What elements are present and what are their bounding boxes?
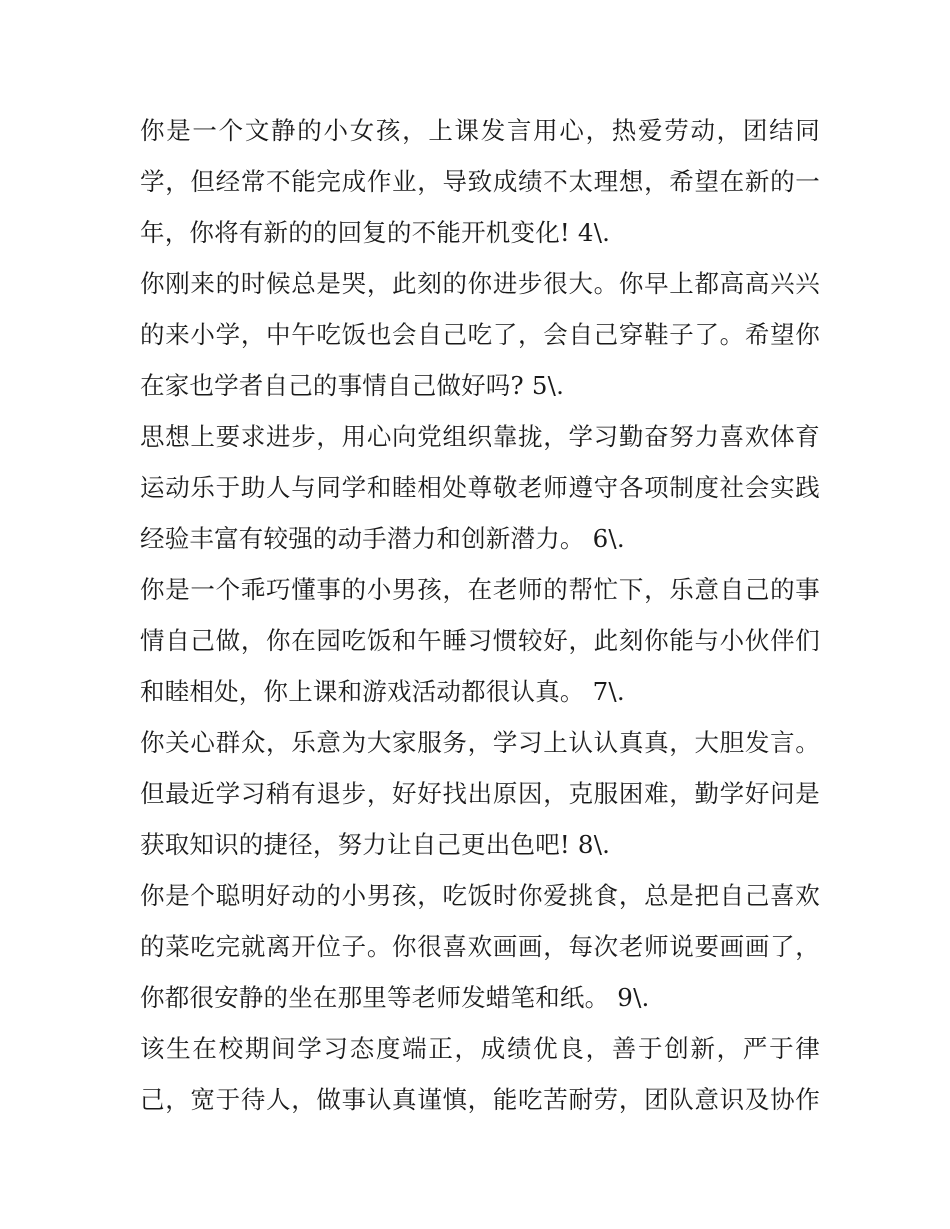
- text-line: 你是一个乖巧懂事的小男孩，在老师的帮忙下，乐意自己的事: [140, 575, 820, 604]
- text-line: 学，但经常不能完成作业，导致成绩不太理想，希望在新的一: [140, 167, 820, 196]
- text-line: 该生在校期间学习态度端正，成绩优良，善于创新，严于律: [140, 1034, 820, 1063]
- text-line: 年，你将有新的的回复的不能开机变化! 4\.: [140, 218, 611, 247]
- text-line: 思想上要求进步，用心向党组织靠拢，学习勤奋努力喜欢体育: [140, 422, 820, 451]
- text-line: 运动乐于助人与同学和睦相处尊敬老师遵守各项制度社会实践: [140, 473, 820, 502]
- text-line: 的来小学，中午吃饭也会自己吃了，会自己穿鞋子了。希望你: [140, 320, 820, 349]
- text-line: 己，宽于待人，做事认真谨慎，能吃苦耐劳，团队意识及协作: [140, 1085, 820, 1114]
- text-line: 你都很安静的坐在那里等老师发蜡笔和纸。 9\.: [140, 983, 650, 1012]
- text-line: 你是个聪明好动的小男孩，吃饭时你爱挑食，总是把自己喜欢: [140, 881, 820, 910]
- text-line: 的菜吃完就离开位子。你很喜欢画画，每次老师说要画画了，: [140, 932, 820, 961]
- text-line: 你关心群众，乐意为大家服务，学习上认认真真，大胆发言。: [140, 728, 820, 757]
- text-line: 在家也学者自己的事情自己做好吗? 5\.: [140, 371, 565, 400]
- text-line: 情自己做，你在园吃饭和午睡习惯较好，此刻你能与小伙伴们: [140, 626, 820, 655]
- text-line: 获取知识的捷径，努力让自己更出色吧! 8\.: [140, 830, 611, 859]
- text-line: 经验丰富有较强的动手潜力和创新潜力。 6\.: [140, 524, 625, 553]
- text-line: 但最近学习稍有退步，好好找出原因，克服困难，勤学好问是: [140, 779, 820, 808]
- text-line: 和睦相处，你上课和游戏活动都很认真。 7\.: [140, 677, 625, 706]
- text-line: 你刚来的时候总是哭，此刻的你进步很大。你早上都高高兴兴: [140, 269, 820, 298]
- text-line: 你是一个文静的小女孩，上课发言用心，热爱劳动，团结同: [140, 116, 820, 145]
